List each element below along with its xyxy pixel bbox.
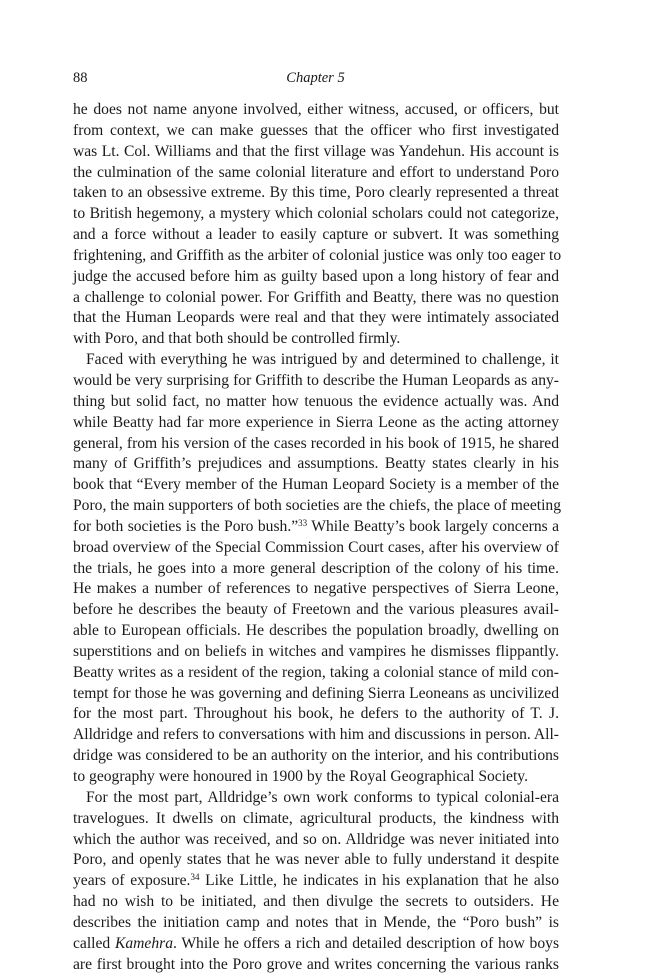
text-line: Alldridge and refers to conversations with him and discussions in person. All- xyxy=(73,726,559,744)
text-line: He makes a number of references to negative perspectives of Sierra Leone, xyxy=(73,580,559,598)
text-segment: Like Little, he indicates in his explanation that he also xyxy=(199,872,559,890)
text-segment: called xyxy=(73,934,115,952)
text-line: general, from his version of the cases recorded in his book of 1915, he shared xyxy=(73,434,559,452)
text-line: tempt for those he was governing and defining Sierra Leoneans as uncivilized xyxy=(73,684,559,702)
text-line: able to European officials. He describes the population broadly, dwelling on xyxy=(73,622,559,640)
text-line: Poro, the main supporters of both societies are the chiefs, the place of meeting xyxy=(73,497,562,515)
text-segment: While Beatty’s book largely concerns a xyxy=(307,517,560,535)
text-line: that the Human Leopards were real and that they were intimately associated xyxy=(73,309,559,327)
text-line: to British hegemony, a mystery which colonial scholars could not categorize, xyxy=(73,205,559,223)
text-line: was Lt. Col. Williams and that the first village was Yandehun. His account is xyxy=(73,142,559,160)
text-line: a challenge to colonial power. For Griffith and Beatty, there was no question xyxy=(73,288,559,306)
text-line: superstitions and on beliefs in witches and vampires he dismisses flippantly. xyxy=(73,642,559,660)
text-line: broad overview of the Special Commission Court cases, after his overview of xyxy=(73,538,559,556)
text-segment: . While he offers a rich and detailed description of how boys xyxy=(173,934,560,952)
footnote-ref-33[interactable]: 33 xyxy=(298,517,308,528)
page-number: 88 xyxy=(73,70,88,86)
text-line: would be very surprising for Griffith to describe the Human Leopards as any- xyxy=(73,371,559,389)
text-line: for the most part. Throughout his book, he defers to the authority of T. J. xyxy=(73,705,559,723)
text-line: describes the initiation camp and notes that in Mende, the “Poro bush” is xyxy=(73,913,559,931)
text-line: while Beatty had far more experience in Sierra Leone as the acting attorney xyxy=(73,413,559,431)
text-line-with-italic xyxy=(73,934,559,955)
text-line: Beatty writes as a resident of the region, taking a colonial stance of mild con- xyxy=(73,663,559,681)
text-line-with-footnote xyxy=(73,517,559,538)
text-line: Faced with everything he was intrigued by and determined to challenge, it xyxy=(86,351,559,369)
text-line: Poro, and openly states that he was never able to fully understand it despite xyxy=(73,851,559,869)
text-line: and a force without a leader to easily capture or subvert. It was something xyxy=(73,226,559,244)
italic-term: Kamehra xyxy=(114,934,173,952)
text-line: the trials, he goes into a more general description of the colony of his time. xyxy=(73,559,559,577)
text-line: are first brought into the Poro grove and writes concerning the various ranks xyxy=(73,955,559,973)
text-segment: years of exposure. xyxy=(73,872,191,890)
text-line: with Poro, and that both should be controlled firmly. xyxy=(73,330,401,348)
text-line: from context, we can make guesses that the officer who first investigated xyxy=(73,121,559,139)
text-line: he does not name anyone involved, either witness, accused, or officers, but xyxy=(73,101,559,118)
text-segment: for both societies is the Poro bush.” xyxy=(73,517,299,535)
text-line: thing but solid fact, no matter how tenuous the evidence actually was. And xyxy=(73,392,559,410)
text-line: to geography were honoured in 1900 by the Royal Geographical Society. xyxy=(73,768,528,785)
text-line: had no wish to be initiated, and then divulge the secrets to outsiders. He xyxy=(73,893,559,911)
body-text xyxy=(73,100,562,975)
chapter-title: Chapter 5 xyxy=(286,70,345,86)
text-line: frightening, and Griffith as the arbiter of colonial justice was only too eager to xyxy=(73,246,562,264)
text-line: the culmination of the same colonial literature and effort to understand Poro xyxy=(73,163,559,181)
text-line: before he describes the beauty of Freetown and the various pleasures avail- xyxy=(73,601,559,619)
text-line: which the author was received, and so on. Alldridge was never initiated into xyxy=(73,830,559,848)
text-line: many of Griffith’s prejudices and assumptions. Beatty states clearly in his xyxy=(73,455,559,473)
text-line: taken to an obsessive extreme. By this time, Poro clearly represented a threat xyxy=(73,184,559,202)
text-line: book that “Every member of the Human Leopard Society is a member of the xyxy=(73,476,559,494)
running-head xyxy=(73,70,558,90)
text-line: judge the accused before him as guilty based upon a long history of fear and xyxy=(73,267,559,285)
text-line-with-footnote xyxy=(73,871,559,892)
footnote-ref-34[interactable]: 34 xyxy=(190,872,200,883)
text-line: travelogues. It dwells on climate, agricultural products, the kindness with xyxy=(73,809,559,827)
text-line: For the most part, Alldridge’s own work conforms to typical colonial-era xyxy=(86,788,559,806)
text-line: dridge was considered to be an authority on the interior, and his contributions xyxy=(73,747,559,765)
